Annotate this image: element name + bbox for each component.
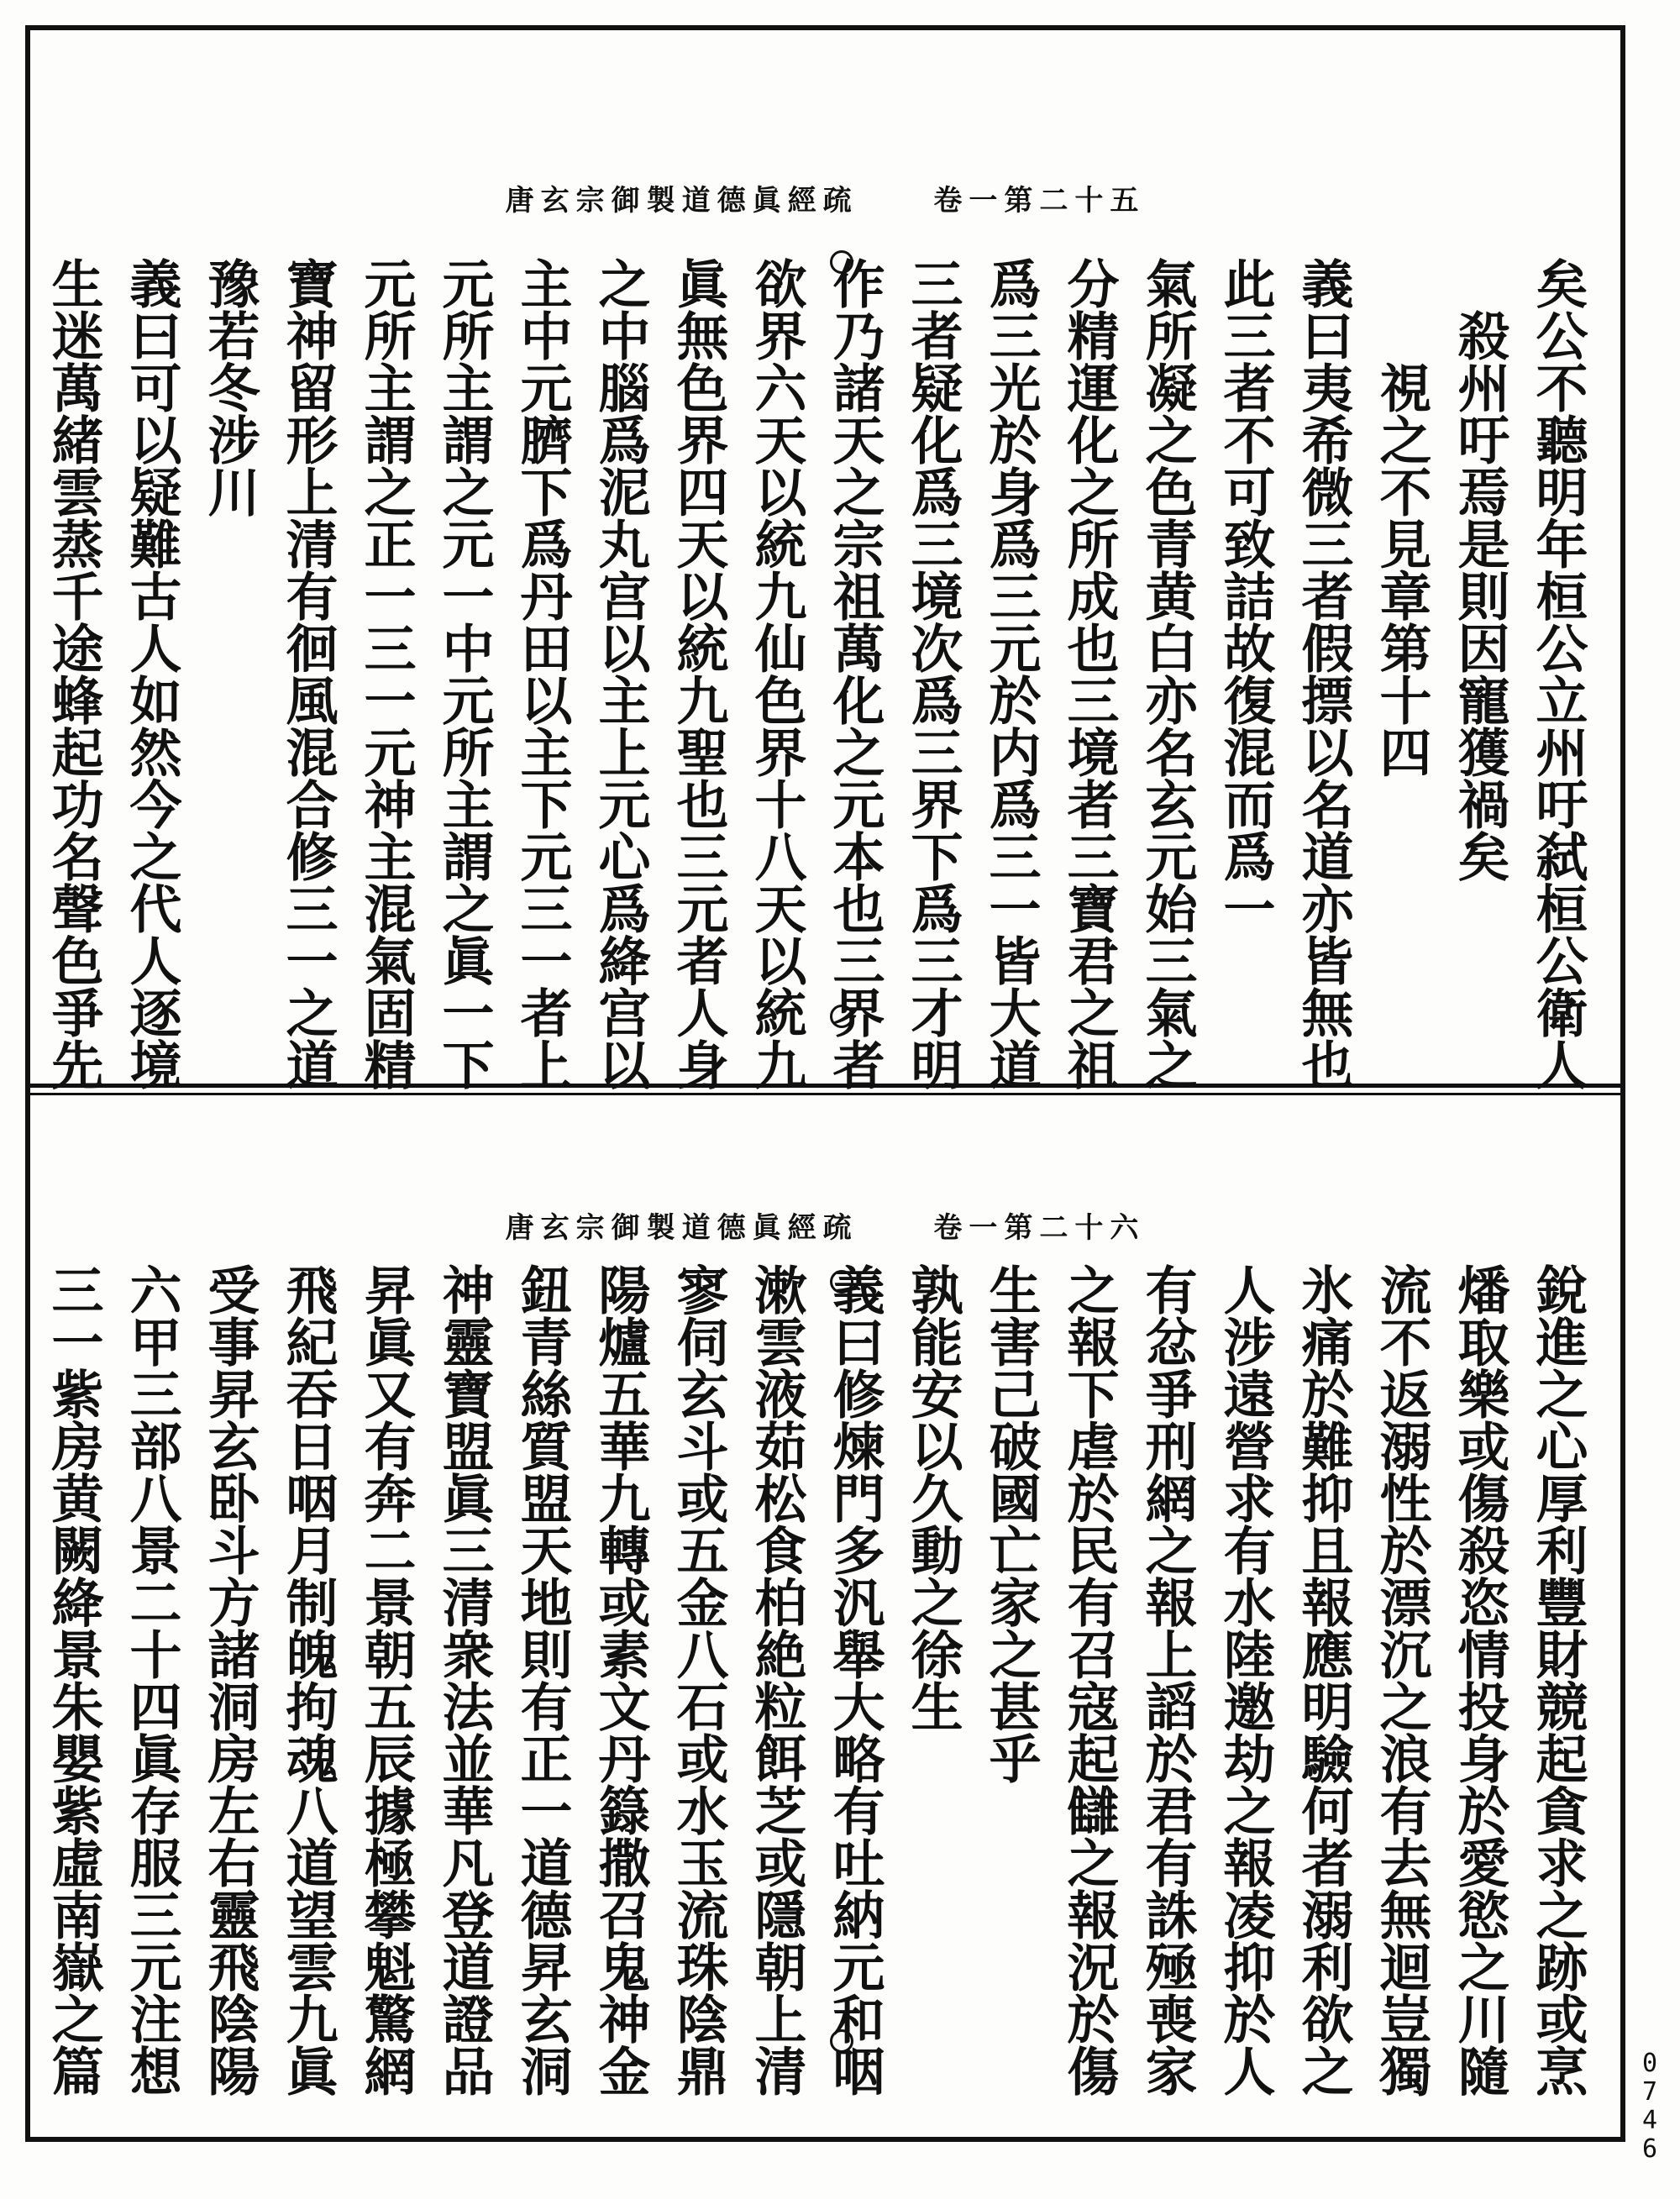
vertical-text-block — [34, 1263, 1597, 2112]
running-head-title: 唐玄宗御製道德眞經疏 — [505, 1211, 858, 1245]
text-column: 神靈寶盟眞三清衆法並華凡登道證品 — [433, 1263, 495, 2097]
text-column: 氷痛於難抑且報應明驗何者溺利欲之 — [1293, 1263, 1354, 2097]
text-column: 矣公不聽明年桓公立州吁弑桓公衛人 — [1527, 257, 1588, 1090]
text-column: 流不返溺性於漂沉之浪有去無迴豈獨 — [1371, 1263, 1432, 2097]
text-column: 分精運化之所成也三境者三寶君之祖 — [1058, 257, 1120, 1090]
text-column: 義曰可以疑難古人如然今之代人逐境 — [121, 257, 182, 1090]
text-column: 豫若冬涉川 — [199, 257, 260, 517]
text-column: 之報下虐於民有召寇起讎之報況於傷 — [1058, 1263, 1120, 2097]
text-column: 氣所凝之色青黄白亦名玄元始三氣之 — [1137, 257, 1198, 1090]
text-column: 三一紫房黄闕絳景朱嬰紫虛南嶽之篇 — [43, 1263, 104, 2097]
text-column: 眞無色界四天以統九聖也三元者人身 — [668, 257, 729, 1090]
text-column: 寥伺玄斗或五金八石或水玉流珠陰鼎 — [668, 1263, 729, 2097]
text-column: 有忿爭刑網之報上謟於君有誅殛喪家 — [1137, 1263, 1198, 2097]
text-column: 昇眞又有奔二景朝五辰據極攀魁驚網 — [355, 1263, 417, 2097]
text-column: 生害己破國亡家之甚乎 — [980, 1263, 1042, 1784]
running-head-title: 唐玄宗御製道德眞經疏 — [505, 184, 858, 218]
text-column: 生迷萬緒雲蒸千途蜂起功名聲色爭先 — [43, 257, 104, 1090]
vertical-text-block — [34, 257, 1597, 1090]
running-head — [30, 1204, 1620, 1246]
punctuation-circle — [830, 250, 853, 274]
text-column: 受事昇玄卧斗方諸洞房左右靈飛陰陽 — [199, 1263, 260, 2097]
running-head-section: 卷一第二十六 — [933, 1211, 1146, 1245]
chapter-heading: 孰能安以久動之徐生 — [902, 1263, 963, 1732]
page-number — [1638, 2049, 1662, 2164]
text-column: 漱雲液茹松食柏絶粒餌芝或隱朝上清 — [746, 1263, 807, 2097]
text-column: 鈕青絲質盟天地則有正一道德昇玄洞 — [512, 1263, 573, 2097]
page-number-digit: 6 — [1641, 2134, 1658, 2164]
text-column: 三者疑化爲三境次爲三界下爲三才明 — [902, 257, 963, 1090]
text-column: 飛紀吞日咽月制魄拘魂八道望雲九眞 — [277, 1263, 339, 2097]
running-head — [30, 177, 1620, 218]
upper-page — [30, 30, 1620, 1090]
page-number-digit: 0 — [1641, 2049, 1658, 2078]
text-column: 此三者不可致詰故復混而爲一 — [1215, 257, 1276, 934]
text-column: 爲三光於身爲三元於内爲三一皆大道 — [980, 257, 1042, 1090]
text-column: 陽爐五華九轉或素文丹籙撒召鬼神金 — [590, 1263, 651, 2097]
text-column: 燔取樂或傷殺恣情投身於愛慾之川隨 — [1449, 1263, 1510, 2097]
text-column: 作乃諸天之宗祖萬化之元本也三界者 — [824, 257, 885, 1090]
text-column: 元所主謂之元一中元所主謂之眞一下 — [433, 257, 495, 1090]
text-column: 元所主謂之正一三一元神主混氣固精 — [355, 257, 417, 1090]
text-column: 六甲三部八景二十四眞存服三元注想 — [121, 1263, 182, 2097]
page-number-digit: 4 — [1641, 2106, 1658, 2135]
punctuation-circle — [830, 1270, 853, 1294]
text-column: 人涉遠營求有水陸邀劫之報凌抑於人 — [1215, 1263, 1276, 2097]
punctuation-circle — [830, 1005, 853, 1028]
punctuation-circle — [830, 2029, 853, 2053]
running-head-section: 卷一第二十五 — [933, 184, 1146, 218]
text-column: 義曰修煉門多汎舉大略有吐納元和咽 — [824, 1263, 885, 2097]
text-column: 銳進之心厚利豐財競起貪求之跡或烹 — [1527, 1263, 1588, 2097]
text-column: 義曰夷希微三者假摽以名道亦皆無也 — [1293, 257, 1354, 1090]
chapter-heading: 視之不見章第十四 — [1371, 361, 1432, 778]
text-column: 殺州吁焉是則因寵獲禍矣 — [1449, 309, 1510, 882]
text-column: 主中元臍下爲丹田以主下元三一者上 — [512, 257, 573, 1090]
text-column: 之中腦爲泥丸宫以主上元心爲絳宫以 — [590, 257, 651, 1090]
lower-page — [30, 1095, 1620, 2137]
text-column: 寶神留形上清有徊風混合修三一之道 — [277, 257, 339, 1090]
page-number-digit: 7 — [1641, 2077, 1658, 2107]
text-column: 欲界六天以統九仙色界十八天以統九 — [746, 257, 807, 1090]
